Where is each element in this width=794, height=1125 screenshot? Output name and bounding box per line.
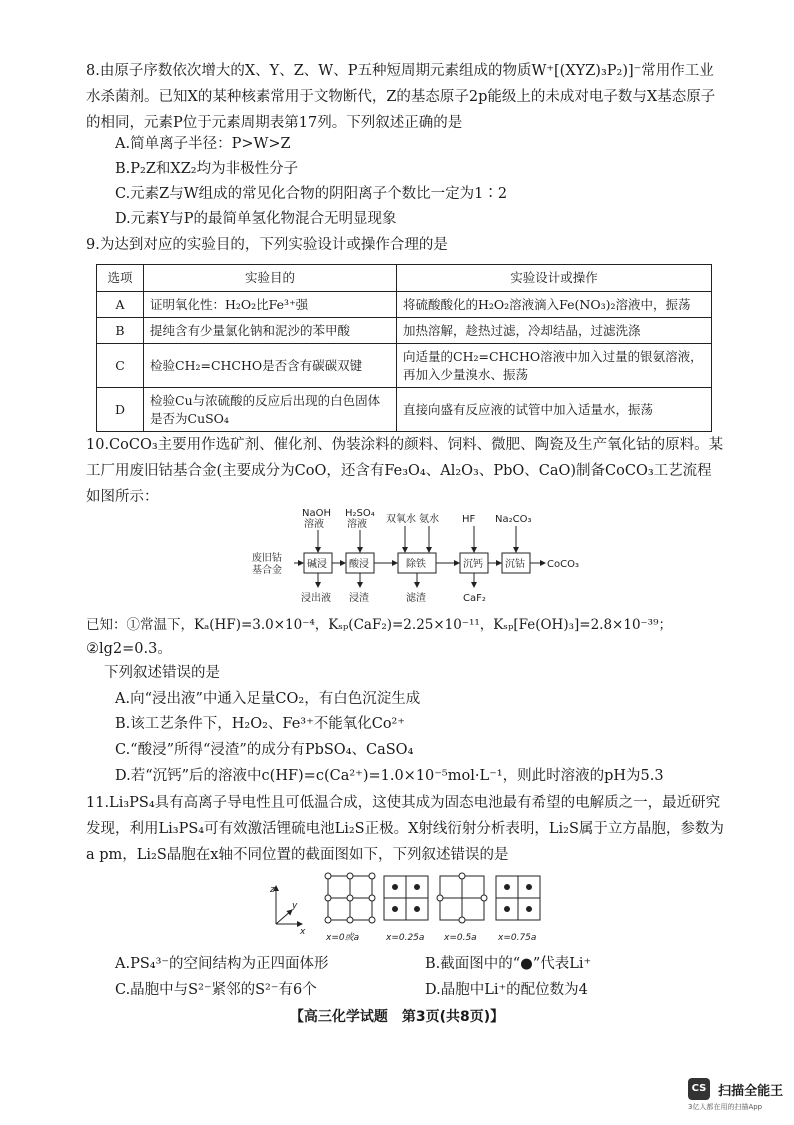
q9-table — [96, 264, 712, 432]
table-row — [97, 318, 712, 344]
row-goal: 提纯含有少量氯化钠和泥沙的苯甲酸 — [144, 318, 397, 344]
caption-4: x=0.75a — [498, 933, 537, 943]
q10-known-2: ②lg2=0.3。 — [86, 641, 172, 657]
q11-option-c: C.晶胞中与S²⁻紧邻的S²⁻有6个 — [115, 982, 317, 998]
q8-option-a: A.简单离子半径：P>W>Z — [115, 136, 291, 152]
flow-step-1: 碱浸 — [307, 559, 327, 570]
caption-1: x=0或a — [326, 933, 360, 943]
row-option: B — [97, 318, 144, 344]
flow-output-4: CaF₂ — [463, 593, 486, 604]
scanner-logo-icon: CS — [688, 1078, 710, 1100]
q9-stem: 9.为达到对应的实验目的，下列实验设计或操作合理的是 — [86, 237, 448, 253]
table-header-row — [97, 265, 712, 292]
q10-option-b: B.该工艺条件下，H₂O₂、Fe³⁺不能氧化Co²⁺ — [115, 716, 406, 732]
q10-option-a: A.向“浸出液”中通入足量CO₂，有白色沉淀生成 — [115, 691, 421, 707]
scanner-slogan: 3亿人都在用的扫描App — [688, 1103, 763, 1111]
flow-output-2: 浸渣 — [349, 593, 369, 604]
flow-input-4: HF — [462, 514, 476, 525]
flow-input-5: Na₂CO₃ — [495, 514, 532, 525]
row-operation: 向适量的CH₂=CHCHO溶液中加入过量的银氨溶液，再加入少量溴水、振荡 — [397, 344, 712, 388]
row-option: C — [97, 344, 144, 388]
caption-3: x=0.5a — [444, 933, 477, 943]
section-0-25 — [384, 876, 428, 920]
row-option: D — [97, 388, 144, 432]
flow-input-2b: 溶液 — [347, 519, 367, 530]
q8-option-c: C.元素Z与W组成的常见化合物的阴阳离子个数比一定为1∶2 — [115, 186, 508, 202]
q11-option-a: A.PS₄³⁻的空间结构为正四面体形 — [115, 956, 329, 972]
flow-output-1: 浸出液 — [301, 593, 331, 604]
flow-start-line2: 基合金 — [252, 565, 282, 576]
header-option: 选项 — [97, 265, 144, 292]
row-goal: 检验Cu与浓硫酸的反应后出现的白色固体是否为CuSO₄ — [144, 388, 397, 432]
flow-start-line1: 废旧钴 — [252, 553, 282, 564]
table-row — [97, 388, 712, 432]
q10-stem: 10.CoCO₃主要用作选矿剂、催化剂、伪装涂料的颜料、饲料、微肥、陶瓷及生产氧化钴的原料。某工厂用废旧钴基合金(主要成分为CoO，还含有Fe₃O₄、Al₂O₃、PbO、CaO)制备CoCO₃工艺流程如图所示： — [86, 437, 724, 505]
flow-output-3: 滤渣 — [406, 593, 426, 604]
flow-product: CoCO₃ — [547, 559, 579, 570]
scanner-name: 扫描全能王 — [718, 1083, 784, 1099]
flow-input-2a: H₂SO₄ — [345, 508, 375, 519]
flow-step-4: 沉钙 — [463, 559, 483, 570]
q8-option-d: D.元素Y与P的最简单氢化物混合无明显现象 — [115, 211, 397, 227]
flow-step-2: 酸浸 — [349, 559, 369, 570]
header-goal: 实验目的 — [144, 265, 397, 292]
q10-option-c: C.“酸浸”所得“浸渣”的成分有PbSO₄、CaSO₄ — [115, 742, 414, 758]
page-footer: 【高三化学试题 第3页(共8页)】 — [289, 1009, 505, 1025]
section-0 — [325, 873, 375, 923]
row-option: A — [97, 292, 144, 318]
row-operation: 将硫酸酸化的H₂O₂溶液滴入Fe(NO₃)₂溶液中，振荡 — [397, 292, 712, 318]
flow-input-1a: NaOH — [302, 508, 331, 519]
scanner-watermark — [688, 1078, 783, 1112]
flow-step-5: 沉钴 — [505, 559, 525, 570]
q8-option-b: B.P₂Z和XZ₂均为非极性分子 — [115, 161, 299, 177]
q11-option-b: B.截面图中的“●”代表Li⁺ — [425, 956, 592, 972]
row-operation: 直接向盛有反应液的试管中加入适量水，振荡 — [397, 388, 712, 432]
q10-known-1: 已知：①常温下，Kₐ(HF)=3.0×10⁻⁴，Kₛₚ(CaF₂)=2.25×10⁻¹¹，Kₛₚ[Fe(OH)₃]=2.8×10⁻³⁹； — [86, 617, 672, 633]
header-operation: 实验设计或操作 — [397, 265, 712, 292]
section-0-5 — [437, 873, 487, 923]
flow-input-3: 双氧水 氨水 — [386, 514, 440, 525]
q10-ask: 下列叙述错误的是 — [104, 665, 220, 681]
table-row — [97, 344, 712, 388]
table-row — [97, 292, 712, 318]
section-0-75 — [496, 876, 540, 920]
q11-stem: 11.Li₃PS₄具有高离子导电性且可低温合成，这使其成为固态电池最有希望的电解质之一，最近研究发现，利用Li₃PS₄可有效激活锂硫电池Li₂S正极。X射线衍射分析表明，Li₂S属于立方晶胞，参数为a pm，Li₂S晶胞在x轴不同位置的截面图如下，下列叙述错误的是 — [86, 795, 724, 863]
row-goal: 证明氧化性：H₂O₂比Fe³⁺强 — [144, 292, 397, 318]
flow-step-3: 除铁 — [406, 559, 426, 570]
axis-z: z — [270, 885, 275, 895]
caption-2: x=0.25a — [386, 933, 425, 943]
q11-cross-sections — [262, 868, 552, 948]
q8-stem: 8.由原子序数依次增大的X、Y、Z、W、P五种短周期元素组成的物质W⁺[(XYZ)₃P₂)]⁻常用作工业水杀菌剂。已知X的某种核素常用于文物断代，Z的基态原子2p能级上的未成对电子数与X基态原子的相同，元素P位于元素周期表第17列。下列叙述正确的是 — [86, 63, 716, 131]
flow-input-1b: 溶液 — [304, 519, 324, 530]
axis-y: y — [292, 901, 298, 911]
q10-option-d: D.若“沉钙”后的溶液中c(HF)=c(Ca²⁺)=1.0×10⁻⁵mol·L⁻¹，则此时溶液的pH为5.3 — [115, 768, 664, 784]
row-goal: 检验CH₂=CHCHO是否含有碳碳双键 — [144, 344, 397, 388]
row-operation: 加热溶解，趁热过滤，冷却结晶，过滤洗涤 — [397, 318, 712, 344]
q11-option-d: D.晶胞中Li⁺的配位数为4 — [425, 982, 588, 998]
q10-flowchart — [240, 505, 580, 607]
axis-x: x — [300, 927, 306, 937]
